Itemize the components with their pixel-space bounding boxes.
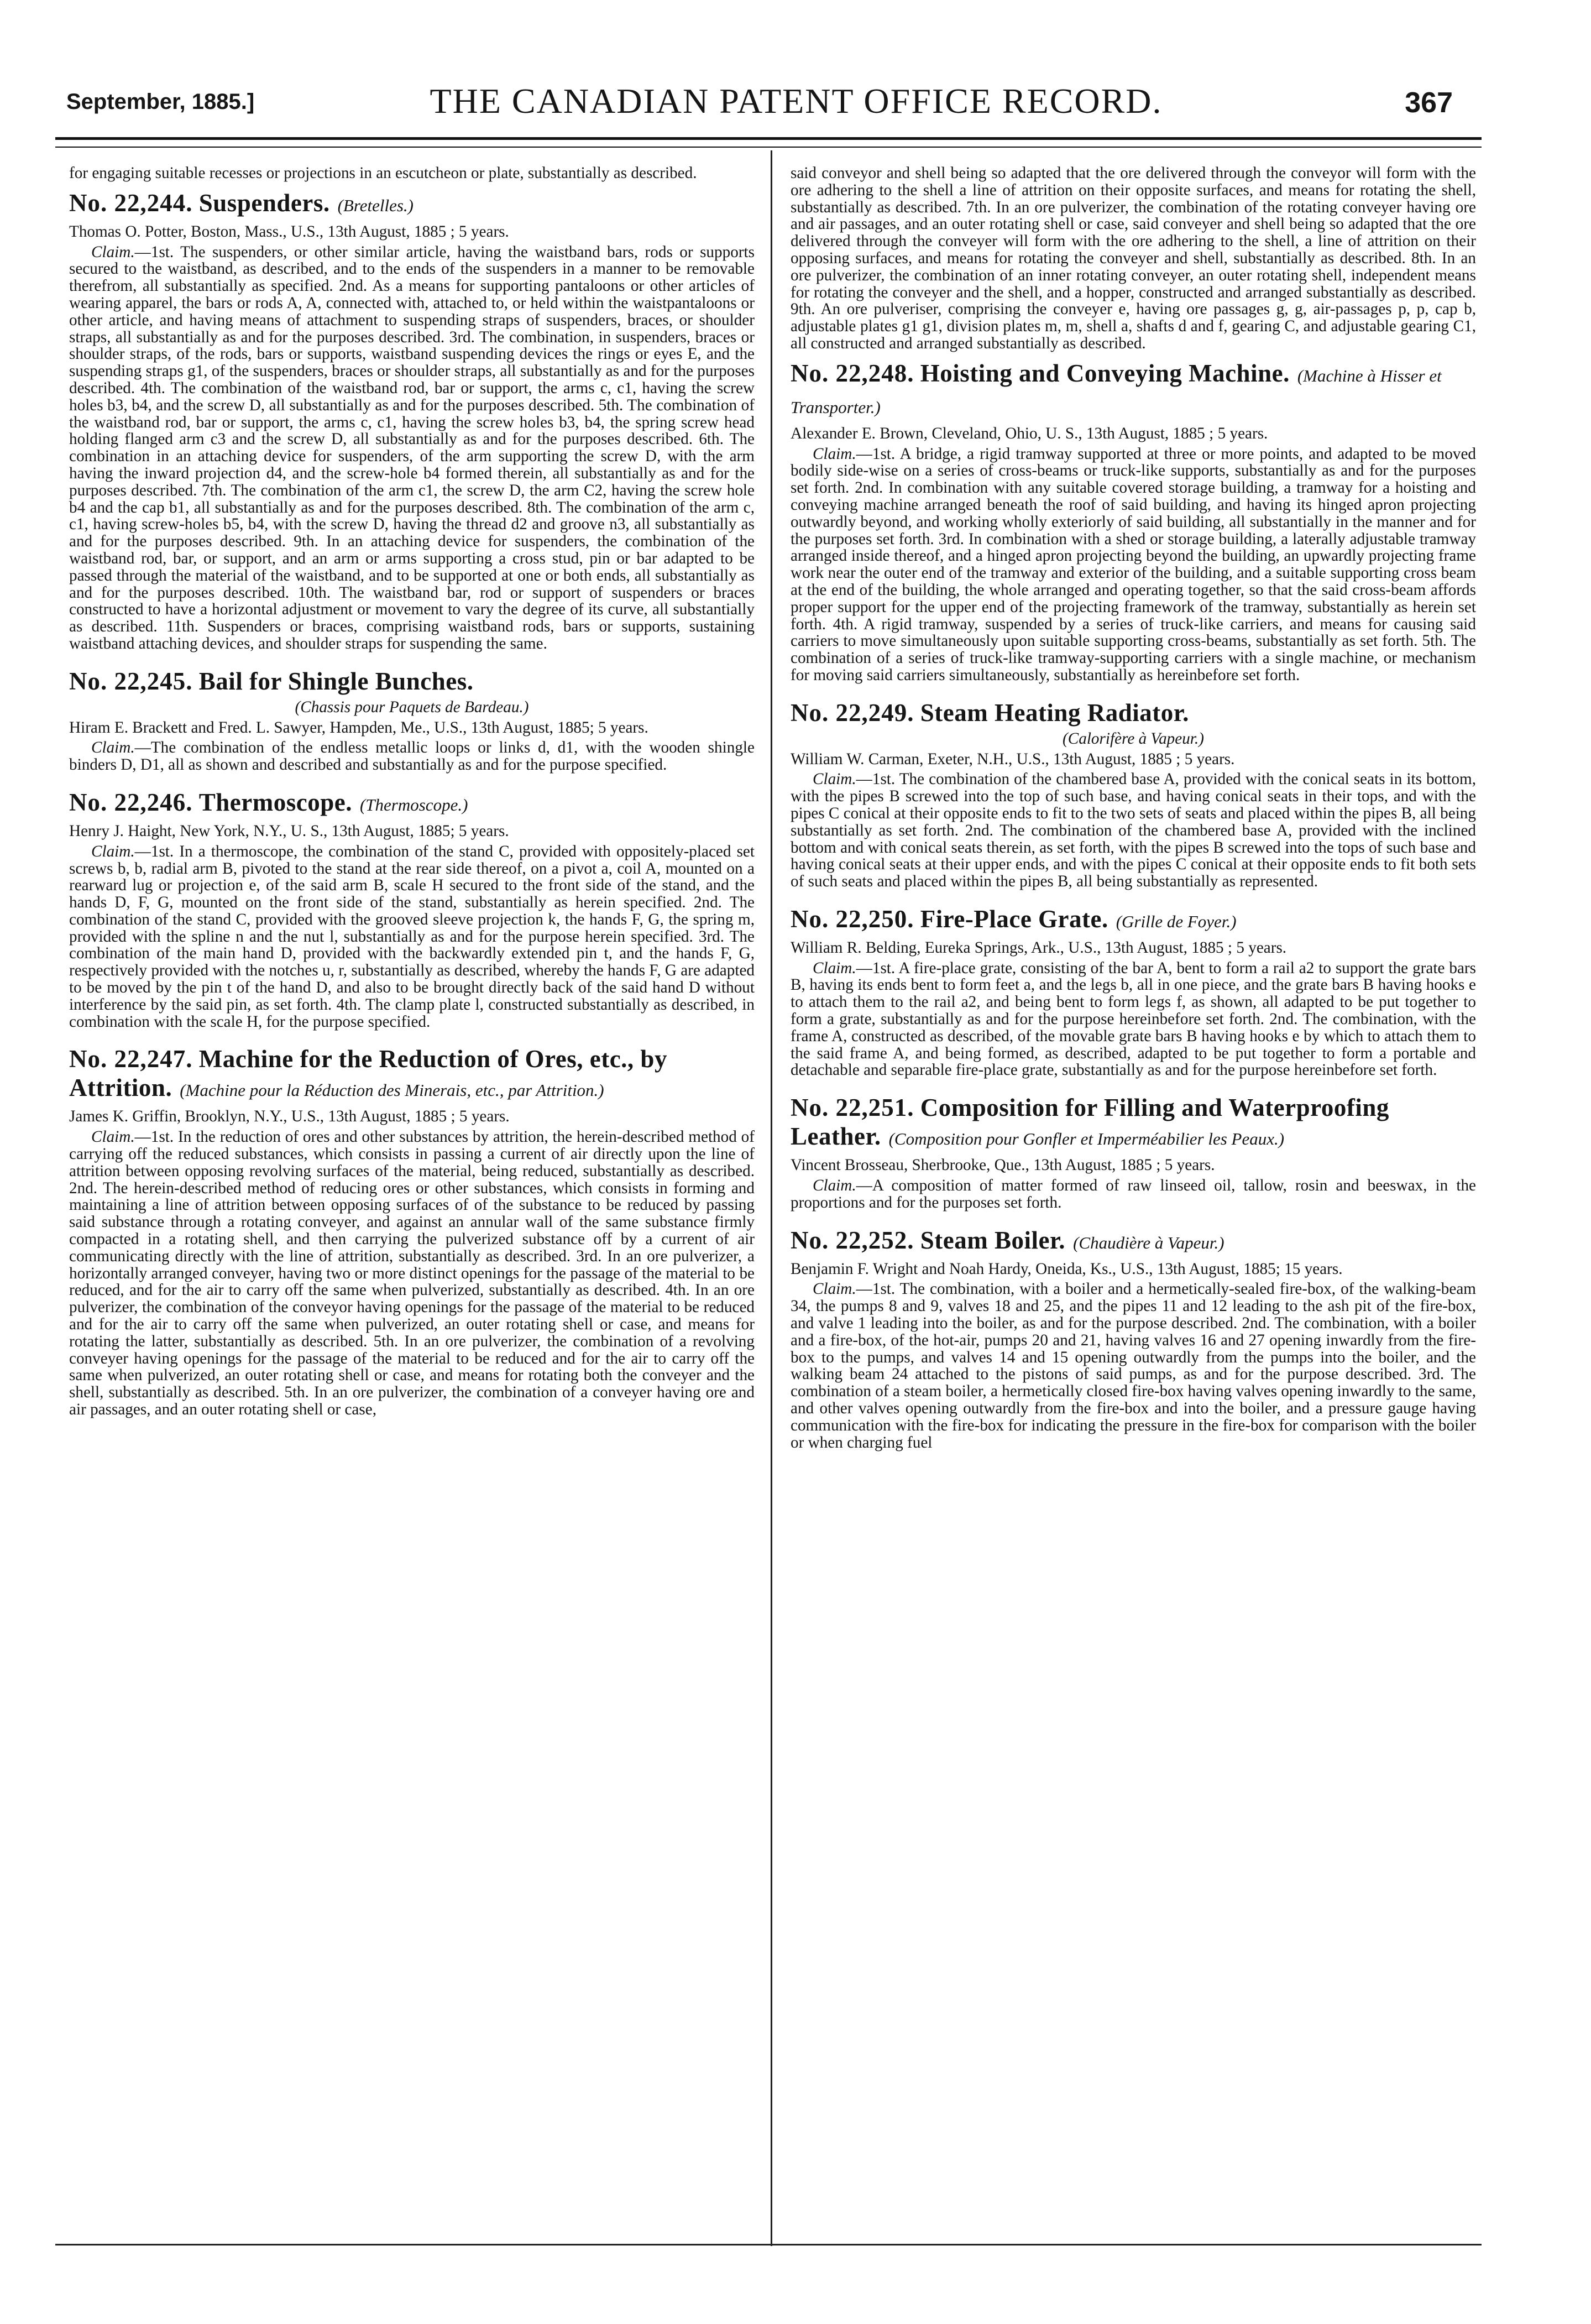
column-divider — [771, 150, 772, 2246]
claim-label: Claim. — [91, 243, 135, 261]
claim-text: —1st. The combination of the chambered base A, provided with the conical seats in its bottom, with the pipes B screwed into the top of such base, and having conical seats in their tops, and with the pipes C conical at their opposite ends to fit to the two sets of seats and placed within the pipes B, all being substantially as set forth. 2nd. The combination of the chambered base A, provided with the inclined bottom and with conical seats therein, as set forth, with the pipes B screwed into the tops of such base and having conical seats at their upper ends, and with the pipes C conical at their opposite ends to fit both sets of such seats and placed within the pipes B, all being substantially as represented. — [791, 770, 1476, 891]
patent-inventor: Henry J. Haight, New York, N.Y., U. S., 13th August, 1885; 5 years. — [69, 822, 509, 840]
page-header — [0, 0, 1591, 138]
patent-number: No. 22,250. — [791, 905, 914, 933]
patent-french-name: (Bretelles.) — [337, 195, 414, 215]
patent-french-name: (Machine pour la Réduction des Minerais, etc., par Attrition.) — [180, 1080, 604, 1100]
claim-label: Claim. — [813, 959, 856, 977]
claim-text: —A composition of matter formed of raw linseed oil, tallow, rosin and beeswax, in the proportions and for the purposes set forth. — [791, 1177, 1476, 1211]
patent-french-name: (Grille de Foyer.) — [1116, 911, 1237, 931]
patent-heading — [791, 1226, 1476, 1257]
patent-entry — [69, 788, 755, 1031]
patent-heading — [69, 667, 755, 696]
claim-label: Claim. — [91, 1128, 135, 1146]
claim-text: —1st. A fire-place grate, consisting of the bar A, bent to form a rail a2 to support the grate bars B, having its ends bent to form feet a, and the legs b, all in one piece, and the grate bars B having hooks e to attach them to the rail a2, and being bent to form legs f, as shown, all adapted to be put together to form a grate, substantially as and for the purpose hereinbefore set forth. 2nd. The combination, with the frame A, constructed as described, of the movable grate bars B having hooks e by which to attach them to the said frame A, and being formed, as described, adapted to be put together to form a portable and detachable and separable fire-place grate, substantially as and for the purpose hereinbefore set forth. — [791, 959, 1476, 1079]
continued-text: for engaging suitable recesses or projections in an escutcheon or plate, substantially as described. — [69, 165, 697, 182]
patent-claim — [791, 1177, 1476, 1211]
patent-name: Thermoscope. — [198, 788, 352, 816]
patent-entry — [69, 1045, 755, 1418]
patent-number: No. 22,251. — [791, 1094, 914, 1122]
patent-claim — [69, 1129, 755, 1418]
patent-heading — [69, 1045, 755, 1105]
patent-french-name: (Thermoscope.) — [359, 795, 468, 814]
claim-label: Claim. — [91, 739, 135, 757]
patent-french-name: (Composition pour Gonfler et Imperméabilier les Peaux.) — [888, 1129, 1285, 1149]
patent-entry — [791, 905, 1476, 1079]
patent-entry — [791, 1226, 1476, 1451]
header-date: September, 1885.] — [66, 90, 255, 114]
patent-name: Fire-Place Grate. — [920, 905, 1108, 933]
patent-french-name: (Chassis pour Paquets de Bardeau.) — [295, 698, 529, 716]
patent-heading — [791, 1093, 1476, 1153]
claim-text: —1st. The suspenders, or other similar article, having the waistband bars, rods or supports secured to the waistband, as described, and to the ends of the suspenders in a manner to be removable therefrom, all substantially as specified. 2nd. As a means for supporting pantaloons or other articles of wearing apparel, the bars or rods A, A, connected with, attached to, or held within the waistpantaloons or other article, and having means of attachment to suspending straps of suspenders, braces, or shoulder straps, all substantially as and for the purposes described. 3rd. The combination, in suspenders, braces or shoulder straps, of the rods, bars or supports, waistband suspending devices the rings or eyes E, and the suspending straps g1, of the suspenders, braces or shoulder straps, all substantially as and for the purposes described. 4th. The combination of the waistband rod, bar or support, the arms c, c1, having the screw holes b3, b4, and the screw D, all substantially as and for the purposes described. 5th. The combination of the waistband rod, bar or support, the arms c, c1, having the screw holes b3, b4, the spring screw head holding flanged arm c3 and the screw D, all substantially as and for the purposes described. 6th. The combination in an attaching device for suspenders, of the arm supporting the screw D, with the arm having the inward projection d4, and the screw-hole b4 formed therein, all substantially as and for the purposes described. 7th. The combination of the arm c1, the screw D, the arm C2, having the screw hole b4 and the cap b1, all substantially as and for the purposes described. 8th. The combination of the arm c, c1, having screw-holes b5, b4, with the screw D, having the thread d2 and groove n3, all substantially as and for the purposes described. 9th. In an attaching device for suspenders, the combination of the waistband rod, bar, or support, and an arm or arms supporting a cross stud, pin or bar adapted to be passed through the material of the waistband, and to be supported at one or both ends, all substantially as and for the purposes described. 10th. The waistband bar, rod or support of suspenders or braces constructed to have a horizontal adjustment or movement to vary the degree of its curve, all substantially as described. 11th. Suspenders or braces, comprising waistband rods, bars or supports, sustaining waistband attaching devices, and shoulder straps for suspending the same. — [69, 243, 755, 652]
left-column — [69, 165, 755, 2236]
patent-claim — [791, 771, 1476, 890]
patent-name: Hoisting and Conveying Machine. — [920, 359, 1290, 387]
footer-rule — [55, 2244, 1482, 2245]
claim-text: —1st. The combination, with a boiler and a hermetically-sealed fire-box, of the walking-beam 34, the pumps 8 and 9, valves 18 and 25, and the pipes 11 and 12 leading to the ash pit of the fire-box, and valve 1 leading into the boiler, as and for the purpose described. 2nd. The combination, with a boiler and a fire-box, of the hot-air, pumps 20 and 21, having valves 16 and 27 opening inwardly from the fire-box to the pumps, and valves 14 and 15 opening outwardly from the pumps into the boiler, and the walking beam 24 attached to the pistons of said pumps, as and for the purpose described. 3rd. The combination of a steam boiler, a hermetically closed fire-box having valves opening inwardly to the same, and other valves opening outwardly from the fire-box and into the boiler, and a pressure gauge having communication with the fire-box for indicating the pressure in the fire-box for comparison with the boiler or when charging fuel — [791, 1280, 1476, 1451]
patent-inventor: Vincent Brosseau, Sherbrooke, Que., 13th August, 1885 ; 5 years. — [791, 1156, 1215, 1174]
header-rule — [55, 137, 1482, 148]
patent-inventor: Thomas O. Potter, Boston, Mass., U.S., 13th August, 1885 ; 5 years. — [69, 222, 509, 241]
patent-inventor: William W. Carman, Exeter, N.H., U.S., 13th August, 1885 ; 5 years. — [791, 750, 1235, 768]
patent-name: Bail for Shingle Bunches. — [198, 667, 474, 695]
patent-claim — [69, 843, 755, 1031]
patent-inventor: James K. Griffin, Brooklyn, N.Y., U.S., 13th August, 1885 ; 5 years. — [69, 1108, 510, 1126]
patent-claim — [69, 244, 755, 652]
claim-label: Claim. — [813, 1280, 856, 1298]
patent-heading — [69, 189, 755, 220]
patent-heading — [791, 698, 1476, 727]
patent-french-name: (Calorifère à Vapeur.) — [1063, 729, 1204, 748]
patent-name: Steam Heating Radiator. — [920, 698, 1189, 727]
patent-french-name: (Chaudière à Vapeur.) — [1073, 1232, 1224, 1252]
patent-claim — [791, 446, 1476, 684]
continued-text: said conveyor and shell being so adapted that the ore delivered through the conveyor will form with the ore adhering to the shell a line of attrition on their opposite surfaces, and means for rotating the shell, substantially as described. 7th. In an ore pulverizer, the combination of the rotating conveyer having ore and air passages, and an outer rotating shell or case, said conveyer and shell being so adapted that the ore delivered through the conveyer will form with the ore adhering to the shell, a line of attrition on their opposing surfaces, and means for rotating the conveyer and shell, substantially as described. 8th. In an ore pulverizer, the combination of an inner rotating conveyer, an outer rotating shell, independent means for rotating the conveyer and the shell, and a hopper, constructed and arranged substantially as described. 9th. An ore pulveriser, comprising the conveyer e, having ore passages g, g, air-passages p, p, cap b, adjustable plates g1 g1, division plates m, m, shell a, shafts d and f, gearing C, and adjustable gearing C1, all constructed and arranged substantially as described. — [791, 165, 1476, 352]
patent-entry — [791, 698, 1476, 890]
patent-inventor: Benjamin F. Wright and Noah Hardy, Oneida, Ks., U.S., 13th August, 1885; 15 years. — [791, 1260, 1343, 1278]
patent-claim — [69, 739, 755, 774]
claim-label: Claim. — [813, 445, 856, 463]
patent-name: Machine for the Reduction of Ores, etc., by Attrition. — [69, 1045, 667, 1102]
claim-label: Claim. — [813, 1177, 856, 1195]
patent-heading — [69, 788, 755, 819]
patent-number: No. 22,249. — [791, 698, 914, 727]
patent-entry — [69, 189, 755, 652]
patent-heading — [791, 905, 1476, 936]
patent-number: No. 22,248. — [791, 359, 914, 387]
patent-entry — [791, 359, 1476, 684]
right-column — [791, 165, 1476, 2236]
patent-inventor: Alexander E. Brown, Cleveland, Ohio, U. S., 13th August, 1885 ; 5 years. — [791, 424, 1268, 442]
header-title: THE CANADIAN PATENT OFFICE RECORD. — [430, 81, 1163, 121]
claim-text: —1st. A bridge, a rigid tramway supported at three or more points, and adapted to be moved bodily side-wise on a series of cross-beams or truck-like supports, substantially as and for the purposes set forth. 2nd. In combination with any suitable covered storage building, a tramway for a hoisting and conveying machine arranged beneath the roof of said building, and having its hinged apron projecting outwardly beyond, and working wholly exteriorly of said building, all substantially in the manner and for the purposes set forth. 3rd. In combination with a shed or storage building, a laterally adjustable tramway arranged inside thereof, and a hinged apron projecting beyond the building, an upwardly projecting frame work near the outer end of the tramway and exterior of the building, and a suitable supporting cross beam at the end of the building, the whole arranged and operating together, so that the said cross-beam affords proper support for the upper end of the projecting framework of the tramway, substantially as herein set forth. 4th. A rigid tramway, suspended by a series of truck-like carriers, and means for causing said carriers to move simultaneously upon suitable supporting cross-beams, substantially as set forth. 5th. The combination of a series of truck-like tramway-supporting carriers with a single machine, or mechanism for moving said carriers simultaneously, substantially as hereinbefore set forth. — [791, 445, 1476, 684]
patent-claim — [791, 1281, 1476, 1451]
patent-number: No. 22,247. — [69, 1045, 193, 1073]
claim-text: —1st. In a thermoscope, the combination of the stand C, provided with oppositely-placed set screws b, b, radial arm B, pivoted to the stand at the rear side thereof, on a pivot a, coil A, mounted on a rearward lug or projection e, of the said arm B, scale H secured to the front side of the stand, and the hands D, F, G, mounted on the front side of the stand, substantially as herein specified. 2nd. The combination of the stand C, provided with the grooved sleeve projection k, the hands F, G, the spring m, provided with the spline n and the nut l, substantially as and for the purpose herein specified. 3rd. The combination of the main hand D, provided with the backwardly extended pin t, and the hands F, G, respectively provided with the notches u, r, substantially as described, whereby the hands F, G are adapted to be moved by the pin t of the hand D, and also to be brought directly back of the said hand D without interference by the said pin, as set forth. 4th. The clamp plate l, constructed substantially as described, in combination with the scale H, for the purpose specified. — [69, 842, 755, 1031]
patent-name: Suspenders. — [198, 189, 330, 217]
patent-number: No. 22,252. — [791, 1226, 914, 1254]
claim-label: Claim. — [813, 770, 856, 788]
claim-text: —1st. In the reduction of ores and other substances by attrition, the herein-described method of carrying off the reduced substances, which consists in passing a current of air directly upon the line of attrition between opposing revolving surfaces of the material, being reduced, substantially as described. 2nd. The herein-described method of reducing ores or other substances, which consists in forming and maintaining a line of attrition between opposing surfaces of of the substance to be reduced by passing said substance through a rotating conveyer, and against an annular wall of the same substance firmly compacted in a rotating shell, and then carrying the pulverized substance off by a current of air communicating directly with the line of attrition, substantially as described. 3rd. In an ore pulverizer, a horizontally arranged conveyer, having two or more distinct openings for the passage of the material to be reduced, and for the air to carry off the same when pulverized, substantially as described. 4th. In an ore pulverizer, the combination of the conveyor having openings for the passage of the material to be reduced and for the air to carry off the same when pulverized, an outer rotating shell or case, and means for rotating the latter, substantially as described. 5th. In an ore pulverizer, the combination of a revolving conveyer having openings for the passage of the material to be reduced and for the air to carry off the same when pulverized, an outer rotating shell or case, and means for rotating both the conveyer and the shell, substantially as described. 5th. In an ore pulverizer, the combination of a conveyer having ore and air passages, and an outer rotating shell or case, — [69, 1128, 755, 1419]
patent-heading — [791, 359, 1476, 422]
page-number: 367 — [1405, 87, 1453, 119]
patent-entry — [791, 1093, 1476, 1211]
patent-number: No. 22,246. — [69, 788, 193, 816]
patent-inventor: Hiram E. Brackett and Fred. L. Sawyer, Hampden, Me., U.S., 13th August, 1885; 5 years. — [69, 718, 648, 737]
claim-label: Claim. — [91, 842, 135, 860]
patent-number: No. 22,244. — [69, 189, 193, 217]
patent-french-name: (Machine à Hisser et Transporter.) — [791, 365, 1442, 417]
patent-name: Composition for Filling and Waterproofing Leather. — [791, 1094, 1389, 1151]
patent-inventor: William R. Belding, Eureka Springs, Ark., U.S., 13th August, 1885 ; 5 years. — [791, 938, 1287, 957]
claim-text: —The combination of the endless metallic loops or links d, d1, with the wooden shingle binders D, D1, all as shown and described and substantially as and for the purpose specified. — [69, 739, 755, 774]
patent-entry — [69, 667, 755, 774]
patent-name: Steam Boiler. — [920, 1226, 1066, 1254]
patent-number: No. 22,245. — [69, 667, 193, 695]
patent-claim — [791, 960, 1476, 1079]
